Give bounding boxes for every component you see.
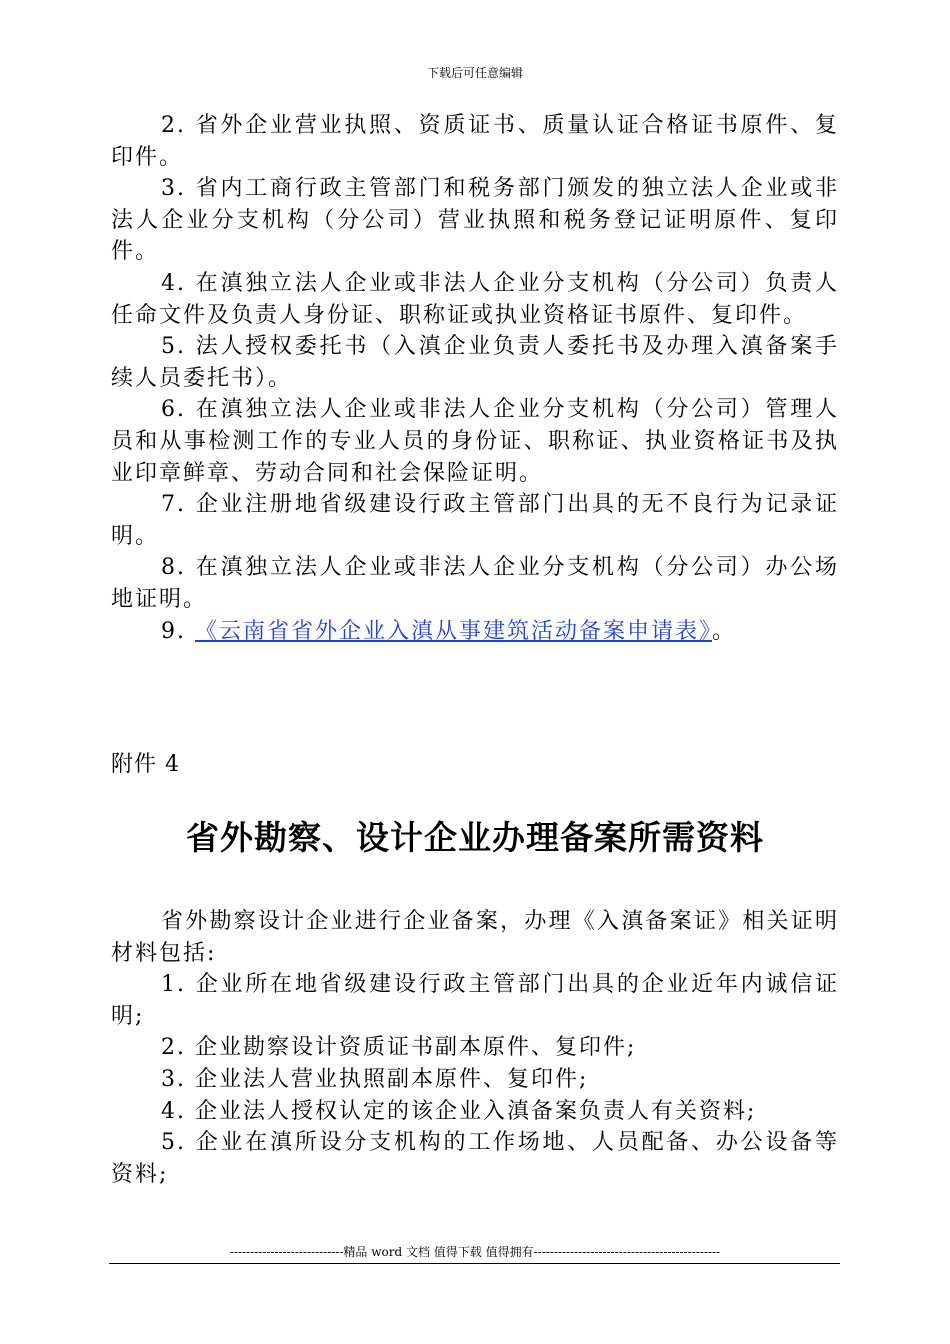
list-item: 3. 省内工商行政主管部门和税务部门颁发的独立法人企业或非法人企业分支机构（分公司）营业执照和税务登记证明原件、复印件。 <box>111 176 839 265</box>
item-number: 9. <box>161 618 195 644</box>
list-item: 3. 企业法人营业执照副本原件、复印件; <box>161 1066 589 1092</box>
requirements-list <box>111 110 839 647</box>
survey-design-requirements <box>111 906 839 1190</box>
list-item: 5. 法人授权委托书（入滇企业负责人委托书及办理入滇备案手续人员委托书）。 <box>111 334 839 391</box>
attachment-label: 附件 4 <box>111 752 180 777</box>
list-item: 8. 在滇独立法人企业或非法人企业分支机构（分公司）办公场地证明。 <box>111 555 839 612</box>
list-item: 1. 企业所在地省级建设行政主管部门出具的企业近年内诚信证明; <box>111 972 839 1029</box>
header-note: 下载后可任意编辑 <box>426 66 523 80</box>
list-item: 5. 企业在滇所设分支机构的工作场地、人员配备、办公设备等资料; <box>111 1130 839 1187</box>
list-item-application-form <box>111 616 839 648</box>
footer-divider <box>109 1263 840 1264</box>
list-item: 7. 企业注册地省级建设行政主管部门出具的无不良行为记录证明。 <box>111 492 839 549</box>
intro-paragraph: 省外勘察设计企业进行企业备案，办理《入滇备案证》相关证明材料包括: <box>111 909 839 966</box>
item-suffix: 。 <box>712 618 737 644</box>
list-item: 6. 在滇独立法人企业或非法人企业分支机构（分公司）管理人员和从事检测工作的专业人员的身份证、职称证、执业资格证书及执业印章鲜章、劳动合同和社会保险证明。 <box>111 397 839 486</box>
footer-note: ----------------------------精品 word 文档 值得下载 值得拥有---------------------------------------------- <box>229 1245 721 1259</box>
page-title: 省外勘察、设计企业办理备案所需资料 <box>186 818 764 857</box>
list-item: 2. 企业勘察设计资质证书副本原件、复印件; <box>161 1035 637 1061</box>
list-item: 4. 企业法人授权认定的该企业入滇备案负责人有关资料; <box>161 1098 757 1124</box>
list-item: 2. 省外企业营业执照、资质证书、质量认证合格证书原件、复印件。 <box>111 113 839 170</box>
list-item: 4. 在滇独立法人企业或非法人企业分支机构（分公司）负责人任命文件及负责人身份证、职称证或执业资格证书原件、复印件。 <box>111 270 839 328</box>
application-form-link[interactable]: 《云南省省外企业入滇从事建筑活动备案申请表》 <box>194 618 712 644</box>
